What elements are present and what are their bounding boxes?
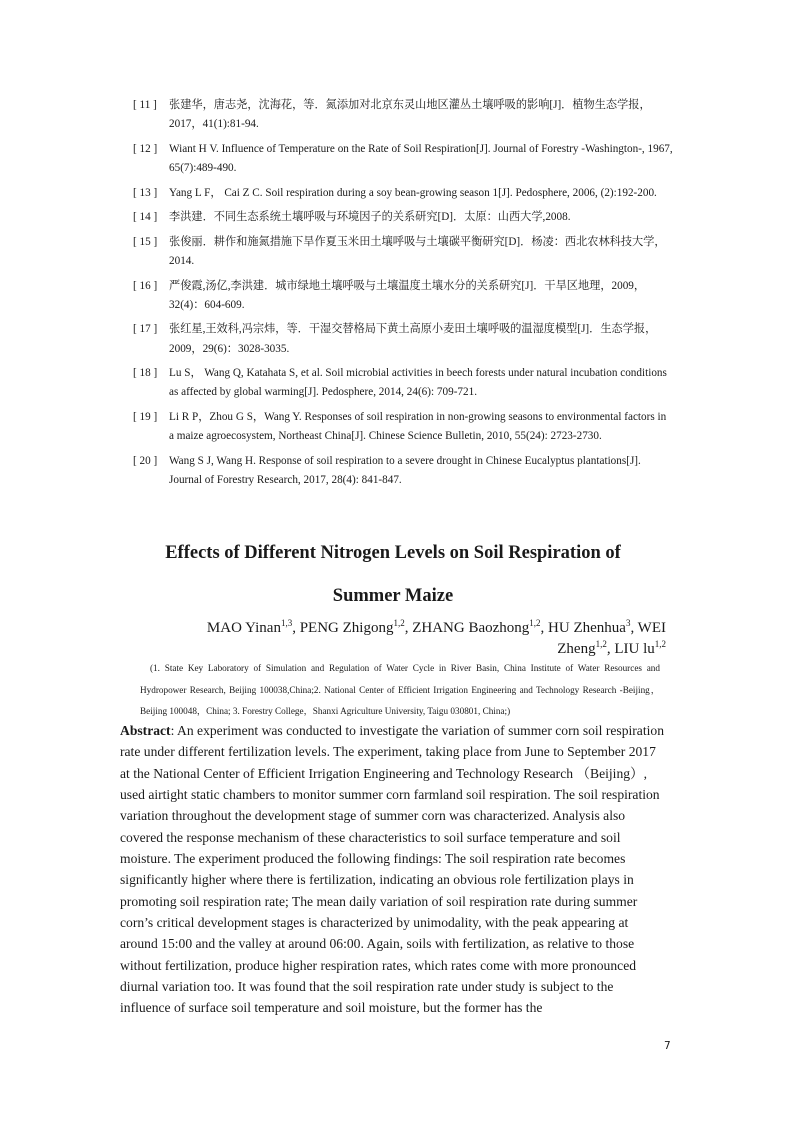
reference-list (133, 96, 673, 496)
reference-item (133, 208, 673, 227)
author-affiliation-mark: 1,3 (280, 618, 293, 628)
reference-text: 李洪建．不同生态系统土壤呼吸与环境因子的关系研究[D]．太原：山西大学,2008. (169, 211, 571, 224)
reference-number: [ 11 ] (133, 99, 157, 111)
author-affiliation-mark: 1,2 (529, 618, 541, 628)
author-name: LIU lu (614, 641, 655, 657)
author-list: MAO Yinan$^{1,3}$, PENG Zhigong$^{1,2}$, ZHANG Baozhong$^{1,2}$, HU Zhenhua$^3$, WEI Zheng$^{1,2}$, LIU lu$^{1,2}$ (206, 618, 666, 657)
page-number: 7 (664, 1040, 671, 1052)
abstract-text: : An experiment was conducted to investigate the variation of summer corn soil respiration rate under different fertilization levels. The experiment, taking place from June to September 2017 at the National Center of Efficient Irrigation Engineering and Technology Research （Beijing）, used airtight static chambers to monitor summer corn farmland soil respiration. The soil respiration variation throughout the development stage of summer corn was characterized. Analysis also covered the response mechanism of these characteristics to soil surface temperature and soil moisture. The experiment produced the following findings: The soil respiration rate becomes significantly higher where there is fertilization, indicating an obvious role fertilization plays in promoting soil respiration rate; The mean daily variation of soil respiration rate during summer corn’s critical development stages is characterized by unimodality, with the peak appearing at around 15:00 and the valley at around 06:00. Again, soils with fertilization, as relative to those without fertilization, produce higher respiration rates, which rates come with more pronounced diurnal variation too. It was found that the soil respiration rate under study is subject to the influence of surface soil temperature and soil moisture, but the former has the (120, 723, 664, 1016)
author-name: ZHANG Baozhong (412, 620, 530, 636)
reference-text: Li R P，Zhou G S，Wang Y. Responses of soil respiration in non-growing seasons to environmental factors in a maize agroecosystem, Northeast China[J]. Chinese Science Bulletin, 2010, 55(24): 2723-2730. (169, 410, 667, 443)
abstract-label: Abstract (120, 723, 171, 738)
reference-number: [ 15 ] (133, 235, 158, 248)
author-affiliation-mark: 1,2 (654, 639, 666, 649)
reference-number: [ 19 ] (133, 410, 158, 423)
reference-text: 张俊丽．耕作和施氮措施下旱作夏玉米田土壤呼吸与土壤碳平衡研究[D]．杨凌：西北农林科技大学，2014. (169, 235, 666, 267)
reference-text: Lu S， Wang Q, Katahata S, et al. Soil microbial activities in beech forests under natural incubation conditions as affected by global warming[J]. Pedosphere, 2014, 24(6): 709-721. (169, 367, 667, 399)
reference-item (133, 233, 673, 271)
reference-number: [ 17 ] (133, 323, 158, 336)
author-affiliation-mark: 3 (625, 618, 631, 628)
reference-item (133, 408, 673, 446)
reference-number: [ 13 ] (133, 186, 158, 199)
reference-number: [ 18 ] (133, 367, 158, 380)
reference-item (133, 96, 673, 134)
reference-number: [ 16 ] (133, 279, 158, 292)
reference-item (133, 452, 673, 490)
reference-text: 严俊霞,汤亿,李洪建．城市绿地土壤呼吸与土壤温度土壤水分的关系研究[J]．干旱区地理，2009，32(4)：604-609. (169, 279, 646, 311)
author-name: MAO Yinan (206, 620, 281, 636)
reference-text: 张红星,王效科,冯宗炜，等．干湿交替格局下黄土高原小麦田土壤呼吸的温湿度模型[J]．生态学报，2009，29(6)：3028-3035. (169, 323, 657, 355)
reference-item (133, 364, 673, 402)
abstract (120, 720, 666, 1019)
reference-item (133, 320, 673, 358)
reference-text: Yang L F， Cai Z C. Soil respiration during a soy bean-growing season 1[J]. Pedosphere, 2006, (2):192-200. (169, 186, 657, 199)
author-name: HU Zhenhua (548, 620, 626, 636)
affiliations: (1. State Key Laboratory of Simulation and Regulation of Water Cycle in River Basin, China Institute of Water Resources and Hydropower Research, Beijing 100038,China;2. National Center of Efficient Irrigation Engineering and Technology Research -Beijing，Beijing 100048，China; 3. Forestry College，Shanxi Agriculture University, Taigu 030801, China;) (140, 663, 660, 716)
reference-text: Wiant H V. Influence of Temperature on the Rate of Soil Respiration[J]. Journal of Forestry -Washington-, 1967, 65(7):489-490. (169, 142, 673, 174)
reference-item (133, 277, 673, 315)
paper-title-line-2: Summer Maize (332, 586, 454, 606)
author-affiliation-mark: 1,2 (595, 639, 607, 649)
reference-item (133, 184, 673, 203)
reference-item (133, 140, 673, 178)
paper-title-line-1: Effects of Different Nitrogen Levels on Soil Respiration of (165, 543, 621, 563)
reference-number: [ 12 ] (133, 142, 158, 155)
author-affiliation-mark: 1,2 (393, 618, 405, 628)
reference-text: Wang S J, Wang H. Response of soil respiration to a severe drought in Chinese Eucalyptus plantations[J]. Journal of Forestry Research, 2017, 28(4): 841-847. (169, 454, 641, 486)
reference-number: [ 20 ] (133, 454, 158, 467)
reference-text: 张建华，唐志尧，沈海花，等．氮添加对北京东灵山地区灌丛土壤呼吸的影响[J]．植物生态学报，2017，41(1):81-94. (169, 99, 651, 131)
reference-number: [ 14 ] (133, 211, 158, 224)
author-name: PENG Zhigong (299, 620, 394, 636)
author-name: WEI Zheng (557, 620, 666, 657)
